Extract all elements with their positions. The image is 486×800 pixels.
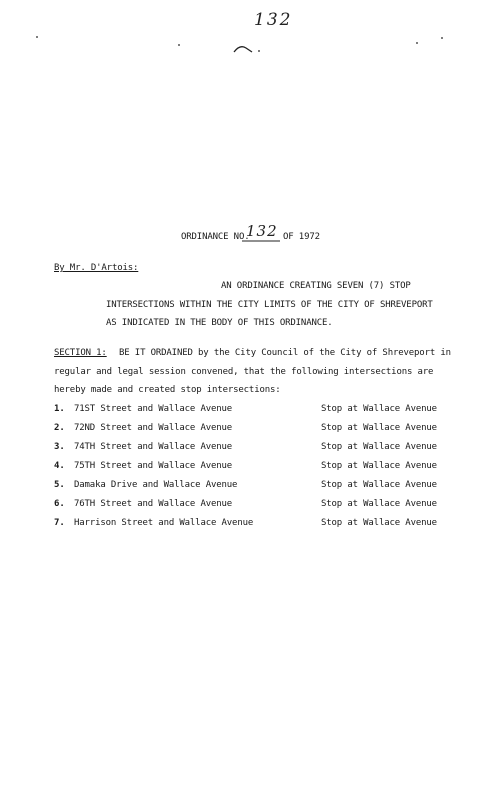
title-line-3: AS INDICATED IN THE BODY OF THIS ORDINANCE. bbox=[106, 318, 333, 328]
list-item-number: 3. bbox=[54, 442, 65, 452]
scan-speck bbox=[36, 36, 38, 38]
list-item-street: 74TH Street and Wallace Avenue bbox=[74, 442, 233, 452]
list-item-street: Damaka Drive and Wallace Avenue bbox=[74, 480, 238, 490]
list-item-stop: Stop at Wallace Avenue bbox=[321, 480, 437, 490]
list-item-stop: Stop at Wallace Avenue bbox=[321, 404, 437, 414]
scan-speck bbox=[441, 37, 443, 39]
list-item-number: 7. bbox=[54, 518, 65, 528]
list-item-street: Harrison Street and Wallace Avenue bbox=[74, 518, 254, 528]
author-line: By Mr. D'Artois: bbox=[54, 263, 139, 273]
ordinance-year: OF 1972 bbox=[283, 232, 320, 242]
title-line-1: AN ORDINANCE CREATING SEVEN (7) STOP bbox=[221, 281, 411, 291]
list-item-street: 75TH Street and Wallace Avenue bbox=[74, 461, 233, 471]
section-1-line-3: hereby made and created stop intersections: bbox=[54, 385, 281, 395]
handwritten-mark bbox=[232, 44, 254, 54]
ordinance-label: ORDINANCE NO. bbox=[181, 232, 250, 242]
ordinance-number-handwritten: 132 bbox=[246, 222, 278, 240]
list-item-stop: Stop at Wallace Avenue bbox=[321, 461, 437, 471]
list-item-number: 5. bbox=[54, 480, 65, 490]
list-item-number: 2. bbox=[54, 423, 65, 433]
list-item-street: 72ND Street and Wallace Avenue bbox=[74, 423, 233, 433]
list-item-stop: Stop at Wallace Avenue bbox=[321, 518, 437, 528]
scan-speck bbox=[258, 50, 260, 52]
handwritten-page-number: 132 bbox=[254, 10, 293, 30]
list-item-street: 71ST Street and Wallace Avenue bbox=[74, 404, 233, 414]
list-item-street: 76TH Street and Wallace Avenue bbox=[74, 499, 233, 509]
list-item-number: 1. bbox=[54, 404, 65, 414]
section-1-label: SECTION 1: bbox=[54, 348, 107, 358]
list-item-stop: Stop at Wallace Avenue bbox=[321, 499, 437, 509]
scan-speck bbox=[178, 44, 180, 46]
title-line-2: INTERSECTIONS WITHIN THE CITY LIMITS OF THE CITY OF SHREVEPORT bbox=[106, 300, 433, 310]
ordinance-number-underline bbox=[242, 240, 282, 244]
section-1-line-1: BE IT ORDAINED by the City Council of the City of Shreveport in bbox=[119, 348, 451, 358]
list-item-stop: Stop at Wallace Avenue bbox=[321, 423, 437, 433]
section-1-line-2: regular and legal session convened, that the following intersections are bbox=[54, 367, 434, 377]
list-item-stop: Stop at Wallace Avenue bbox=[321, 442, 437, 452]
list-item-number: 6. bbox=[54, 499, 65, 509]
list-item-number: 4. bbox=[54, 461, 65, 471]
scan-speck bbox=[416, 42, 418, 44]
